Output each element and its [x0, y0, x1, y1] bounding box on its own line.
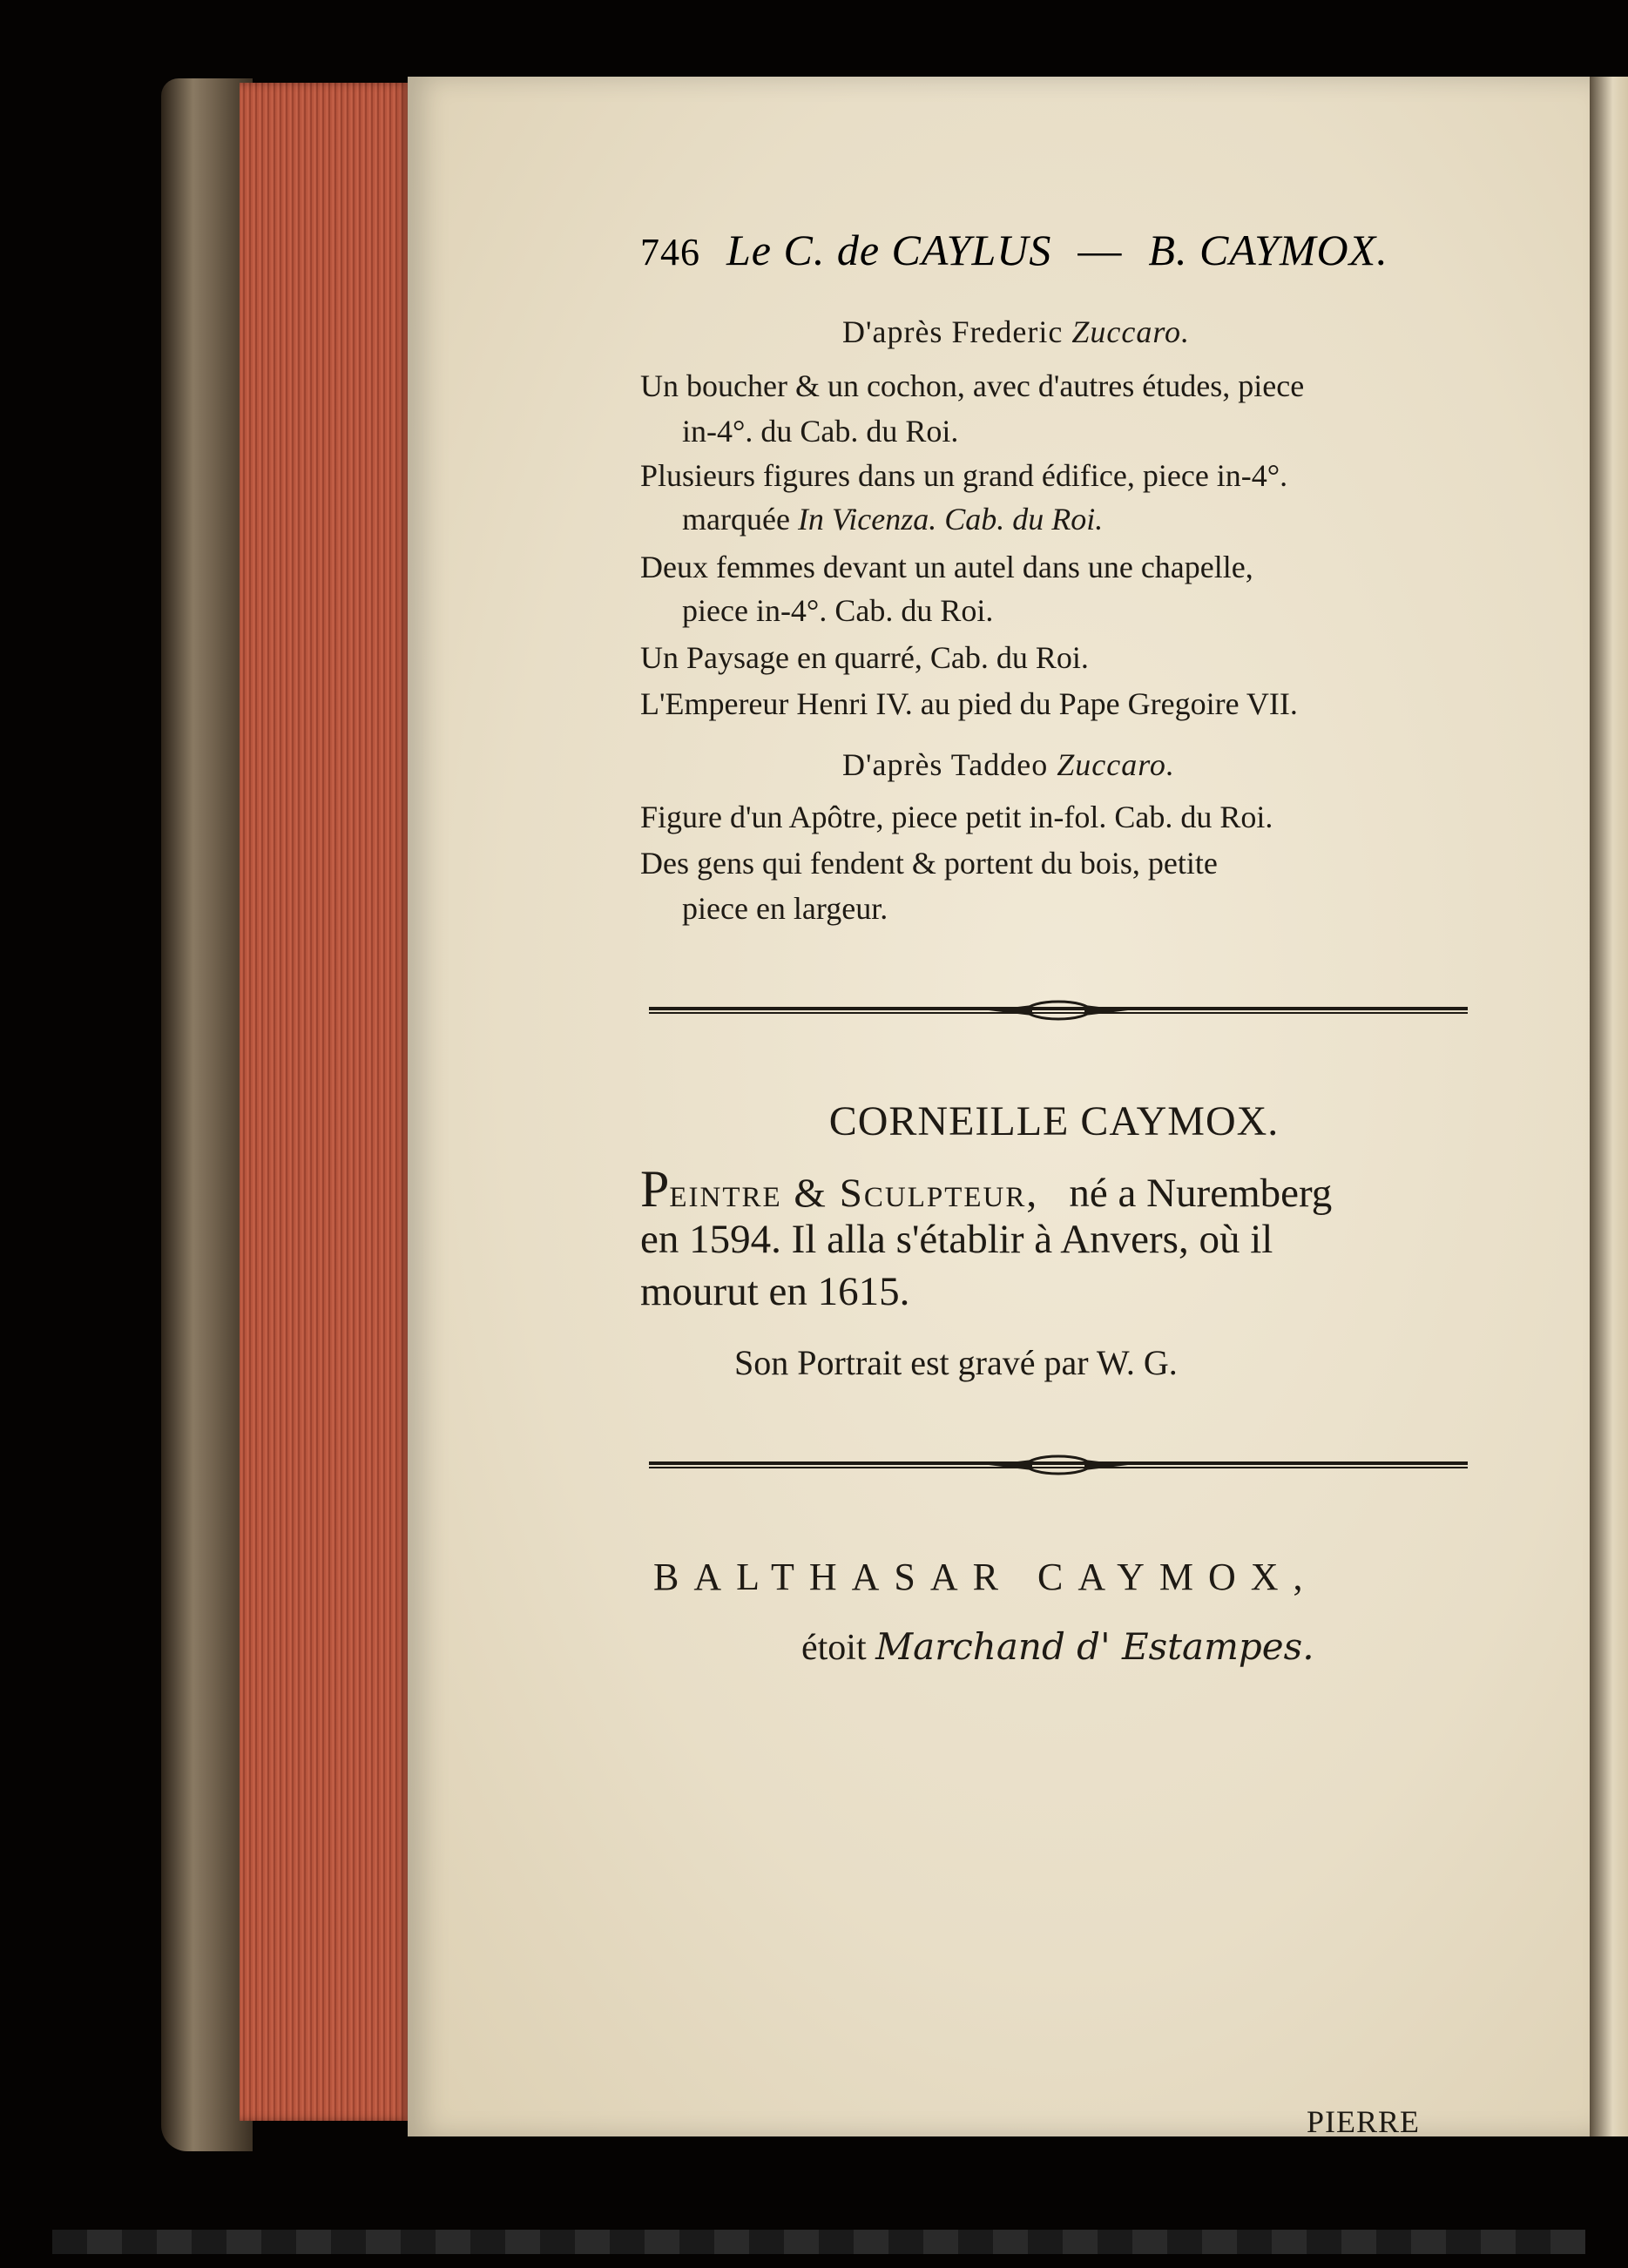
entry-line: Deux femmes devant un autel dans une chapelle, [640, 550, 1253, 584]
entry-line: marquée In Vicenza. Cab. du Roi. [682, 502, 1104, 537]
page-number: 746 [640, 231, 700, 273]
running-head-separator: — [1077, 226, 1123, 274]
ornament-rule-top [649, 1000, 1468, 1021]
entry-line: Un Paysage en quarré, Cab. du Roi. [640, 640, 1089, 675]
section-heading-taddeo: D'après Taddeo Zuccaro. [842, 747, 1175, 782]
entry-line: Des gens qui fendent & portent du bois, petite [640, 846, 1218, 881]
entry-line: in-4°. du Cab. du Roi. [682, 414, 959, 449]
entry-line: Figure d'un Apôtre, piece petit in-fol. Cab. du Roi. [640, 800, 1273, 834]
corneille-line-3: mourut en 1615. [640, 1269, 910, 1314]
ornament-rule-bottom [649, 1455, 1468, 1475]
page-edges [240, 83, 409, 2121]
entry-line: Un boucher & un cochon, avec d'autres études, piece [640, 368, 1305, 403]
scan-calibration-strip [52, 2230, 1585, 2254]
entry-line: piece in-4°. Cab. du Roi. [682, 593, 994, 628]
entry-line: piece en largeur. [682, 891, 888, 926]
corneille-line-2: en 1594. Il alla s'établir à Anvers, où il [640, 1217, 1273, 1262]
balthasar-title: BALTHASAR CAYMOX, [653, 1556, 1318, 1598]
section-heading-frederic: D'après Frederic Zuccaro. [842, 314, 1191, 349]
running-head [640, 225, 1398, 275]
corneille-line-1: Peintre & Sculpteur, né a Nuremberg [640, 1160, 1333, 1218]
page-gutter [1590, 77, 1628, 2136]
catchword: PIERRE [1307, 2104, 1421, 2139]
corneille-title: CORNEILLE CAYMOX. [828, 1098, 1280, 1144]
running-head-right: B. CAYMOX. [1148, 226, 1388, 274]
balthasar-description: étoit Marchand d' Estampes. [801, 1625, 1314, 1668]
corneille-portrait: Son Portrait est gravé par W. G. [734, 1343, 1178, 1382]
entry-line: Plusieurs figures dans un grand édifice, piece in-4°. [640, 458, 1288, 493]
running-head-left: Le C. de CAYLUS [726, 226, 1052, 274]
entry-line: L'Empereur Henri IV. au pied du Pape Gregoire VII. [640, 686, 1298, 721]
